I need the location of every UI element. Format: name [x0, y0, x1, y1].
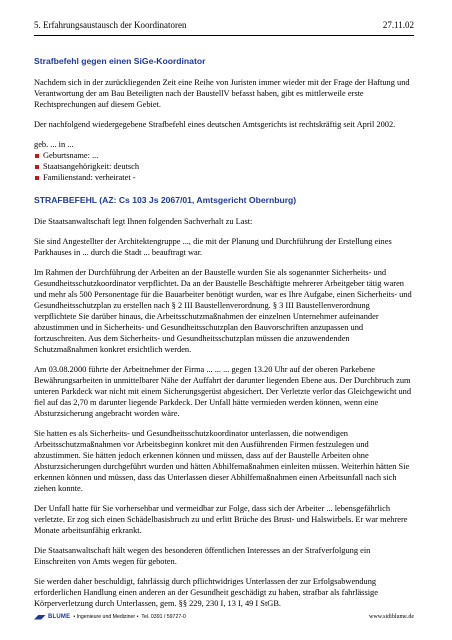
personal-data-list [34, 150, 414, 183]
square-bullet-icon [35, 165, 39, 169]
logo-text: BLUME [48, 614, 71, 620]
heading-strafbefehl-az: STRAFBEFEHL (AZ: Cs 103 Js 2067/01, Amtsgericht Obernburg) [34, 195, 297, 205]
heading-strafbefehl-koordinator: Strafbefehl gegen einen SiGe-Koordinator [34, 56, 206, 66]
body-paragraph-3: Im Rahmen der Durchführung der Arbeiten an der Baustelle wurden Sie als sogenannter Sicherheits- und Gesundheitsschutzkoordinator verpflichtet. Da an der Baustelle Beschäftigte mehrerer Arbeitgeber tätig waren und mehr als 500 Personentage für die Bauarbeiter benötigt wurden, war es Ihre Aufgabe, einen Sicherheits- und Gesundheitsschutzplan zu erstellen nach § 2 III Baustellenverordnung. § 3 III Baustellenverordnung verpflichtete Sie darüber hinaus, die Arbeitsschutzmaßnahmen der einzelnen Unternehmer aufeinander abzustimmen und in Sicherheits- und Gesundheitsschutzplan den Bauvorschriften anzupassen und fortzuschreiten. Aus dem Sicherheits- und Gesundheitsschutzplan müssen die anzuwendenden Schutzmaßnahmen konkret ersichtlich werden. [34, 268, 412, 354]
footer-company [34, 614, 186, 620]
square-bullet-icon [35, 176, 39, 180]
body-paragraph-5: Sie hatten es als Sicherheits- und Gesundheitsschutzkoordinator unterlassen, die notwendigen Arbeitsschutzmaßnahmen vor Arbeitsbeginn konkret mit den Ausführenden Firmen festzulegen und abzustimmen. Sie hätten jedoch erkennen können und müssen, dass auf der Baustelle Arbeiten ohne Absturzsicherungen durchgeführt wurden und hätten Abhilfemaßnahmen einleiten müssen. Weiterhin hätten Sie erkennen können und müssen, dass das Unterlassen dieser Abhilfemaßnahmen einen Arbeitsunfall nach sich ziehen konnte. [34, 429, 410, 493]
header-date: 27.11.02 [382, 20, 414, 30]
footer-phone: Tel. 0391 / 59727-0 [141, 614, 186, 620]
square-bullet-icon [35, 154, 39, 158]
footer-company-tagline: • Ingenieure und Mediziner • [73, 614, 139, 620]
body-paragraph-4: Am 03.08.2000 führte der Arbeitnehmer der Firma ... ... ... gegen 13.20 Uhr auf der oberen Parkebene Bewährungsarbeiten in unmittelbarer Nähe der Auffahrt der darunter liegenden Ebene aus. Der Durchbruch zum unteren Parkdeck war nicht mit einem Sicherungsgerüst abgesichert. Der Verletzte verlor das Gleichgewicht und fiel auf das 2,70 m darunter liegende Parkdeck. Der Unfall hätte vermieden werden können, wenn eine Absturzsicherung angebracht worden wäre. [34, 365, 412, 418]
body-paragraph-8: Sie werden daher beschuldigt, fahrlässig durch pflichtwidriges Unterlassen der zur Erfolgsabwendung erforderlichen Handlung einen anderen an der Gesundheit geschädigt zu haben, strafbar als fahrlässige Körperverletzung durch Unterlassen, gem. §§ 229, 230 I, 13 I, 49 I StGB. [34, 577, 378, 608]
birth-line: geb. ... in ... [34, 140, 74, 149]
intro-paragraph-1: Nachdem sich in der zurückliegenden Zeit eine Reihe von Juristen immer wieder mit der Frage der Haftung und Verantwortung der am Bau Beteiligten nach der BaustellV befasst haben, gibt es mittlerweile erste Rechtsprechungen auf diesem Gebiet. [34, 78, 410, 109]
list-item-text: Familienstand: verheiratet - [43, 173, 136, 182]
list-item [34, 150, 414, 161]
page-header [34, 20, 414, 36]
body-paragraph-1: Die Staatsanwaltschaft legt Ihnen folgenden Sachverhalt zu Last: [34, 217, 253, 226]
list-item [34, 172, 414, 183]
footer-url: www.sidiblume.de [369, 614, 414, 620]
page-footer [34, 614, 414, 620]
body-paragraph-2: Sie sind Angestellter der Architektengruppe ..., die mit der Planung und Durchführung der Erstellung eines Parkhauses in ... durch die Stadt ... beauftragt war. [34, 237, 392, 257]
body-paragraph-7: Die Staatsanwaltschaft hält wegen des besonderen öffentlichen Interesses an der Strafverfolgung ein Einschreiten von Amts wegen für geboten. [34, 546, 371, 566]
list-item [34, 161, 414, 172]
list-item-text: Geburtsname: ... [43, 151, 99, 160]
logo-mark-icon [34, 615, 46, 620]
intro-paragraph-2: Der nachfolgend wiedergegebene Strafbefehl eines deutschen Amtsgerichts ist rechtskräftig seit April 2002. [34, 120, 396, 129]
page-content [34, 56, 414, 618]
body-paragraph-6: Der Unfall hatte für Sie vorhersehbar und vermeidbar zur Folge, dass sich der Arbeiter ... lebensgefährlich verletzte. Er zog sich einen Schädelbasisbruch zu und erlitt Brüche des Brust- und Halswirbels. Er war mehrere Monate arbeitsunfähig erkrankt. [34, 504, 408, 535]
header-section-title: 5. Erfahrungsaustausch der Koordinatoren [34, 20, 187, 30]
list-item-text: Staatsangehörigkeit: deutsch [43, 162, 140, 171]
blume-logo [34, 614, 70, 620]
